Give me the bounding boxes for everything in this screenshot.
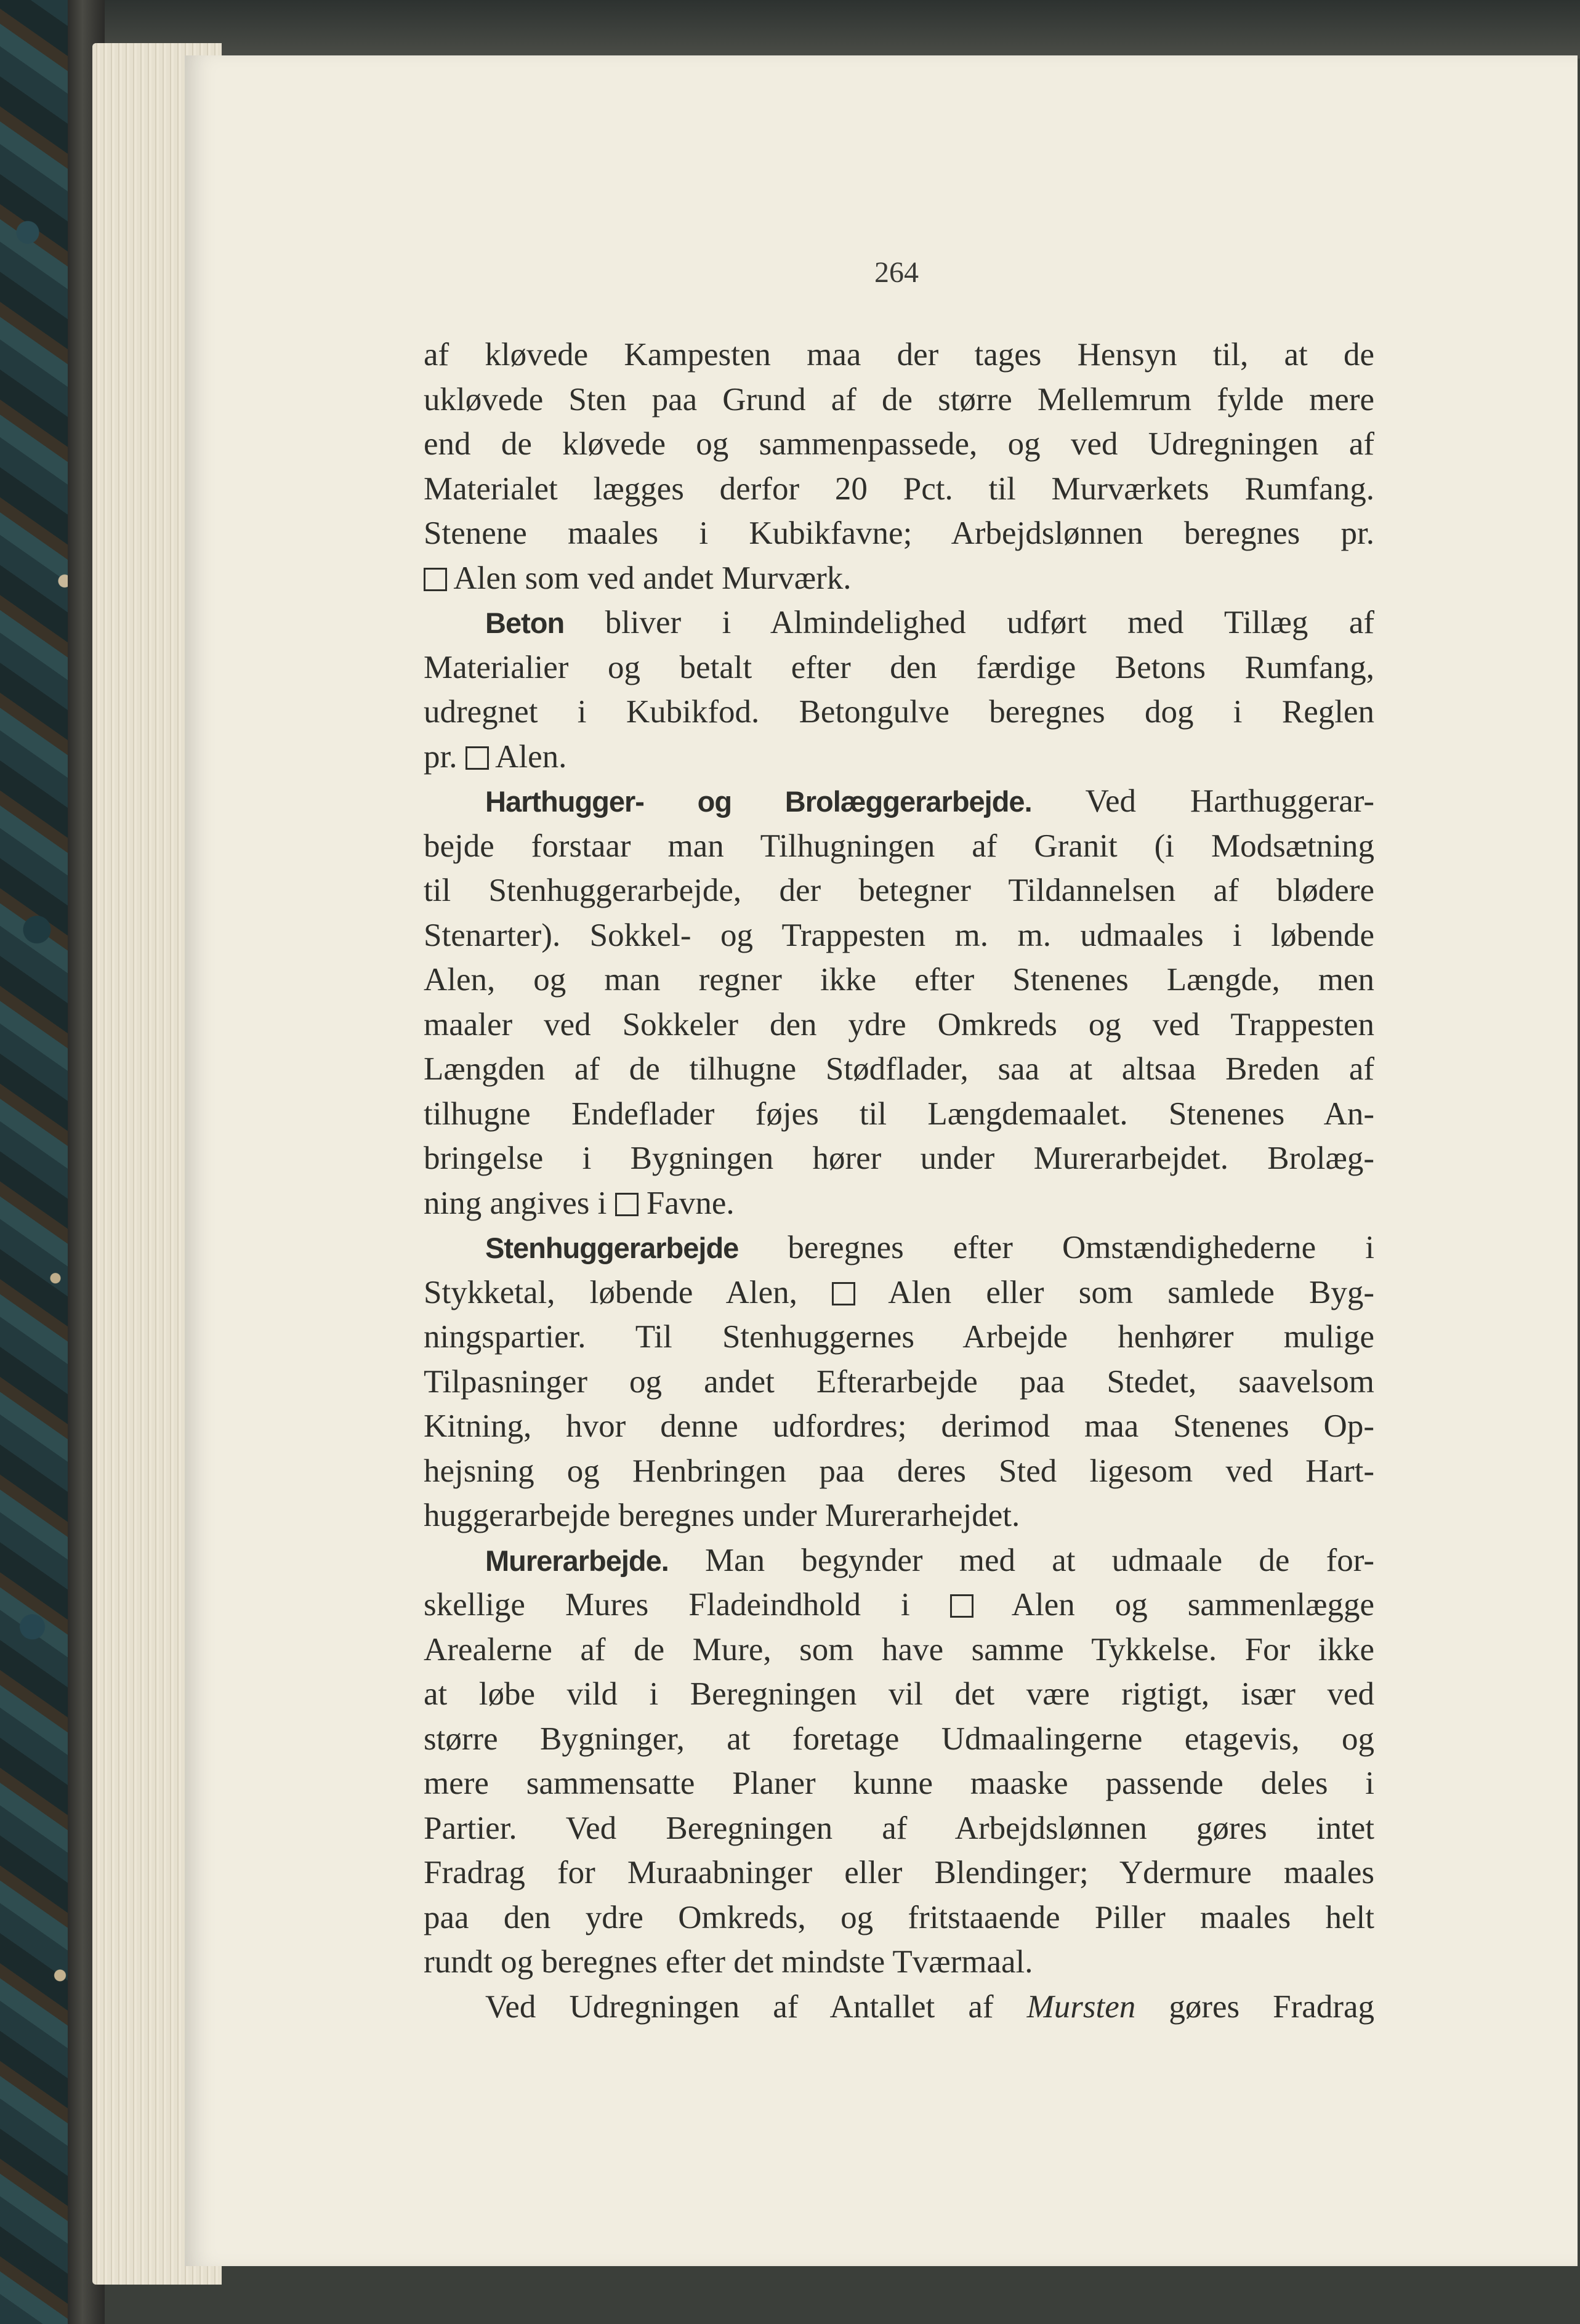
line-text: end de kløvede og sammenpassede, og ved Udregningen af bbox=[424, 426, 1374, 462]
line-text: Alen og sammenlægge bbox=[1011, 1587, 1375, 1623]
square-symbol-icon bbox=[466, 746, 489, 770]
text-line bbox=[424, 1717, 1374, 1762]
line-text: paa den ydre Omkreds, og fritstaaende Piller maales helt bbox=[424, 1899, 1374, 1935]
text-line bbox=[424, 1628, 1374, 1672]
line-text: større Bygninger, at foretage Udmaalingerne etagevis, og bbox=[424, 1721, 1374, 1757]
text-line bbox=[424, 422, 1374, 467]
line-text: Alen, og man regner ikke efter Stenenes Længde, men bbox=[424, 962, 1374, 998]
text-line bbox=[424, 1225, 1374, 1270]
line-text-before: Ved Udregningen af Antallet af bbox=[485, 1988, 994, 2025]
book-top-shadow bbox=[92, 0, 1580, 59]
line-text: bejde forstaar man Tilhugningen af Granit (i Modsætning bbox=[424, 828, 1374, 864]
text-line bbox=[424, 645, 1374, 690]
line-text: til Stenhuggerarbejde, der betegner Tildannelsen af blødere bbox=[424, 873, 1374, 908]
line-text: ukløvede Sten paa Grund af de større Mellemrum fylde mere bbox=[424, 381, 1374, 418]
text-line bbox=[424, 1003, 1374, 1047]
line-text: Tilpasninger og andet Efterarbejde paa Stedet, saavelsom bbox=[424, 1363, 1374, 1400]
line-text: rundt og beregnes efter det mindste Tværmaal. bbox=[424, 1944, 1033, 1980]
section-heading: Beton bbox=[485, 607, 565, 639]
line-text: udregnet i Kubikfod. Betongulve beregnes dog i Reglen bbox=[424, 694, 1374, 730]
text-line bbox=[424, 1583, 1374, 1628]
text-line bbox=[424, 511, 1374, 556]
line-text: Alen som ved andet Murværk. bbox=[453, 560, 852, 596]
line-text: Materialet lægges derfor 20 Pct. til Murværkets Rumfang. bbox=[424, 470, 1374, 507]
line-text: bliver i Almindelighed udført med Tillæg af bbox=[605, 605, 1374, 640]
line-text: at løbe vild i Beregningen vil det være rigtigt, især ved bbox=[424, 1676, 1374, 1712]
square-symbol-icon bbox=[615, 1193, 639, 1216]
italic-term: Mursten bbox=[1026, 1988, 1136, 2025]
section-heading: Stenhuggerarbejde bbox=[485, 1232, 739, 1264]
text-line bbox=[424, 1895, 1374, 1940]
line-text: Alen. bbox=[495, 738, 567, 775]
text-line bbox=[424, 868, 1374, 913]
text-line bbox=[424, 1985, 1374, 2030]
text-line bbox=[424, 1136, 1374, 1181]
text-line bbox=[424, 1315, 1374, 1360]
line-text-before: skellige Mures Fladeindhold i bbox=[424, 1587, 910, 1623]
text-line bbox=[424, 1940, 1374, 1985]
text-line bbox=[424, 824, 1374, 869]
text-line bbox=[424, 1092, 1374, 1137]
square-symbol-icon bbox=[950, 1594, 973, 1618]
line-text: huggerarbejde beregnes under Murerarhejdet. bbox=[424, 1498, 1020, 1533]
text-line bbox=[424, 1493, 1374, 1538]
line-text: gøres Fradrag bbox=[1169, 1988, 1374, 2025]
text-line bbox=[424, 779, 1374, 824]
line-text: Arealerne af de Mure, som have samme Tykkelse. For ikke bbox=[424, 1631, 1374, 1668]
text-line bbox=[424, 1761, 1374, 1806]
text-line bbox=[424, 377, 1374, 422]
line-text: Ved Harthuggerar- bbox=[1085, 783, 1374, 819]
text-line bbox=[424, 958, 1374, 1003]
line-text: ningspartier. Til Stenhuggernes Arbejde henhører mulige bbox=[424, 1319, 1374, 1355]
line-text: Materialier og betalt efter den færdige Betons Rumfang, bbox=[424, 649, 1374, 685]
text-line bbox=[424, 1270, 1374, 1315]
text-line bbox=[424, 1449, 1374, 1494]
square-symbol-icon bbox=[832, 1282, 855, 1305]
text-line bbox=[424, 556, 1374, 601]
line-text: Stenene maales i Kubikfavne; Arbejdslønnen beregnes pr. bbox=[424, 515, 1374, 551]
text-line bbox=[424, 1404, 1374, 1449]
text-line bbox=[424, 1181, 1374, 1226]
line-text: hejsning og Henbringen paa deres Sted ligesom ved Hart- bbox=[424, 1453, 1374, 1489]
text-line bbox=[424, 913, 1374, 958]
line-text: beregnes efter Omstændighederne i bbox=[788, 1230, 1375, 1265]
text-line bbox=[424, 1538, 1374, 1583]
line-text: Fradrag for Muraabninger eller Blendinger; Ydermure maales bbox=[424, 1855, 1374, 1890]
line-text-before: pr. bbox=[424, 738, 457, 775]
line-text: bringelse i Bygningen hører under Murerarbejdet. Brolæg- bbox=[424, 1140, 1374, 1176]
text-line bbox=[424, 333, 1374, 377]
section-heading: Murerarbejde. bbox=[485, 1544, 669, 1577]
line-text: af kløvede Kampesten maa der tages Hensyn til, at de bbox=[424, 337, 1374, 373]
line-text: Man begynder med at udmaale de for- bbox=[705, 1542, 1375, 1578]
line-text: mere sammensatte Planer kunne maaske passende deles i bbox=[424, 1765, 1374, 1801]
section-heading: Harthugger- og Brolæggerarbejde. bbox=[485, 785, 1032, 818]
line-text: maaler ved Sokkeler den ydre Omkreds og ved Trappesten bbox=[424, 1006, 1374, 1043]
line-text: tilhugne Endeflader føjes til Længdemaalet. Stenenes An- bbox=[424, 1095, 1374, 1132]
line-text: Partier. Ved Beregningen af Arbejdslønnen gøres intet bbox=[424, 1810, 1374, 1846]
line-text-before: Stykketal, løbende Alen, bbox=[424, 1274, 797, 1310]
page-number: 264 bbox=[874, 256, 919, 289]
line-text: Favne. bbox=[646, 1185, 735, 1221]
text-line bbox=[424, 1360, 1374, 1405]
text-line bbox=[424, 690, 1374, 735]
text-line bbox=[424, 1672, 1374, 1717]
line-text: Kitning, hvor denne udfordres; derimod maa Stenenes Op- bbox=[424, 1408, 1374, 1444]
square-symbol-icon bbox=[424, 568, 447, 591]
text-line bbox=[424, 735, 1374, 780]
line-text-before: ning angives i bbox=[424, 1185, 607, 1221]
line-text: Længden af de tilhugne Stødflader, saa at altsaa Breden af bbox=[424, 1051, 1374, 1087]
text-line bbox=[424, 467, 1374, 512]
text-line bbox=[424, 600, 1374, 645]
text-line bbox=[424, 1850, 1374, 1895]
line-text: Stenarter). Sokkel- og Trappesten m. m. udmaales i løbende bbox=[424, 917, 1374, 953]
body-text bbox=[424, 333, 1374, 2029]
text-line bbox=[424, 1047, 1374, 1092]
line-text: Alen eller som samlede Byg- bbox=[888, 1274, 1375, 1310]
text-line bbox=[424, 1806, 1374, 1851]
